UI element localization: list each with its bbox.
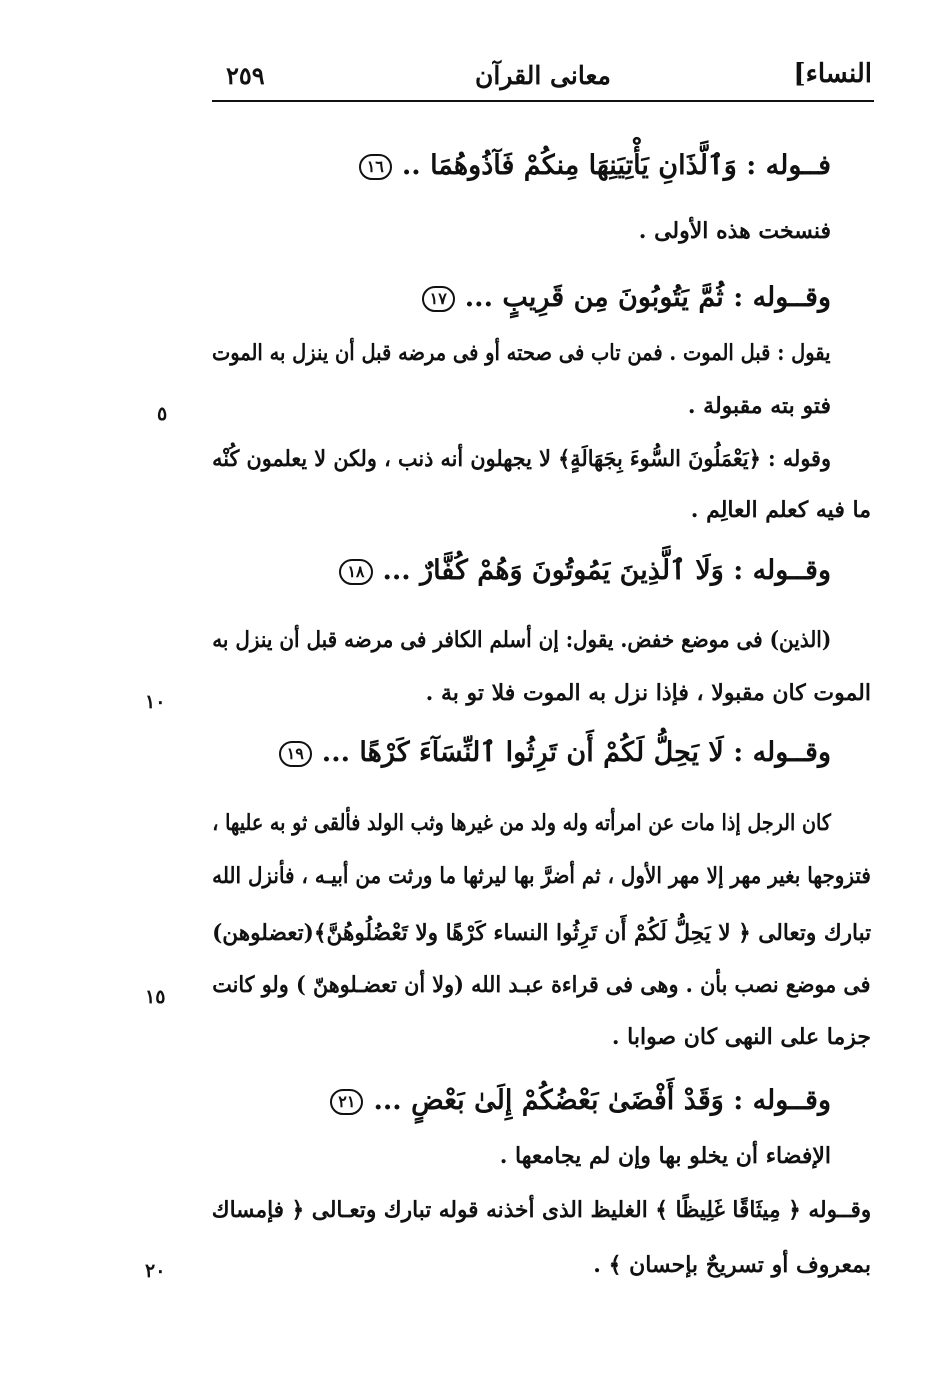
verse-text: وقــوله : لَا يَحِلُّ لَكُمْ أَن تَرِثُوا ٱلنِّسَآءَ كَرْهًا ... [321,737,831,768]
running-title: معانى القرآن [475,61,611,90]
margin-line-number: ١٠ [145,691,166,713]
verse-text: وقــوله : وَلَا ٱلَّذِينَ يَمُوتُونَ وَهُمْ كُفَّارٌ ... [382,555,831,586]
verse-line [422,282,831,314]
ayah-number: ١٦ [359,154,392,180]
text-line: وقــوله ﴿ مِيثَاقًا غَلِيظًا ﴾ الغليظ الذى أخذنه قوله تبارك وتعـالى ﴿ فإمساك [211,1197,871,1223]
verse-line [330,1085,831,1117]
text-line: فنسخت هذه الأولى . [638,218,831,244]
verse-line [339,555,831,587]
verse-text: وقــوله : ثُمَّ يَتُوبُونَ مِن قَرِيبٍ ... [464,282,831,313]
text-line: الإفضاء أن يخلو بها وإن لم يجامعها . [499,1143,831,1169]
margin-line-number: ٢٠ [145,1260,166,1282]
text-line: يقول : قبل الموت . فمن تاب فى صحته أو فى مرضه قبل أن ينزل به الموت [212,340,831,366]
ayah-number: ١٧ [422,286,455,312]
text-line: وقوله : ﴿يَعْمَلُونَ السُّوءَ بِجَهَالَةٍ﴾ لا يجهلون أنه ذنب ، ولكن لا يعلمون كُنْه [212,446,831,472]
verse-line [359,150,831,182]
page-number: ٢٥٩ [226,61,265,90]
verse-text: وقــوله : وَقَدْ أَفْضَىٰ بَعْضُكُمْ إِلَىٰ بَعْضٍ ... [373,1085,831,1116]
margin-line-number: ٥ [157,403,168,425]
verse-line [279,737,831,769]
text-line: فتزوجها بغير مهر إلا مهر الأول ، ثم أضرَّ بها ليرثها ما ورثت من أبيـه ، فأنزل الله [212,863,871,889]
margin-line-number: ١٥ [145,986,166,1008]
text-line: الموت كان مقبولا ، فإذا نزل به الموت فلا تو بة . [425,680,871,706]
text-line: فى موضع نصب بأن . وهى فى قراءة عبـد الله (ولا أن تعضـلوهنّ ) ولو كانت [212,972,871,998]
text-line: تبارك وتعالى ﴿ لا يَحِلُّ لَكُمْ أَن تَرِثُوا النساء كَرْهًا ولا تَعْضُلُوهُنَّ﴾(تعضلوهن) [211,920,871,946]
text-line: فتو بته مقبولة . [687,393,831,419]
header-rule [212,100,874,102]
ayah-number: ١٨ [339,559,372,585]
text-line: بمعروف أو تسريحٌ بإحسان ﴾ . [593,1252,871,1278]
text-line: جزما على النهى كان صوابا . [611,1024,871,1050]
text-line: (الذين) فى موضع خفض. يقول: إن أسلم الكافر فى مرضه قبل أن ينزل به [211,627,831,653]
verse-text: فــوله : وَٱلَّذَانِ يَأْتِيَنِهَا مِنكُمْ فَآذُوهُمَا .. [401,150,831,181]
text-line: كان الرجل إذا مات عن امرأته وله ولد من غيرها وثب الولد فألقى ثو به عليها ، [212,810,831,836]
text-line: ما فيه كعلم العالِم . [690,497,871,523]
ayah-number: ٢١ [330,1089,363,1115]
sura-name: النساء] [793,59,872,89]
page-header [212,55,874,95]
ayah-number: ١٩ [279,741,312,767]
